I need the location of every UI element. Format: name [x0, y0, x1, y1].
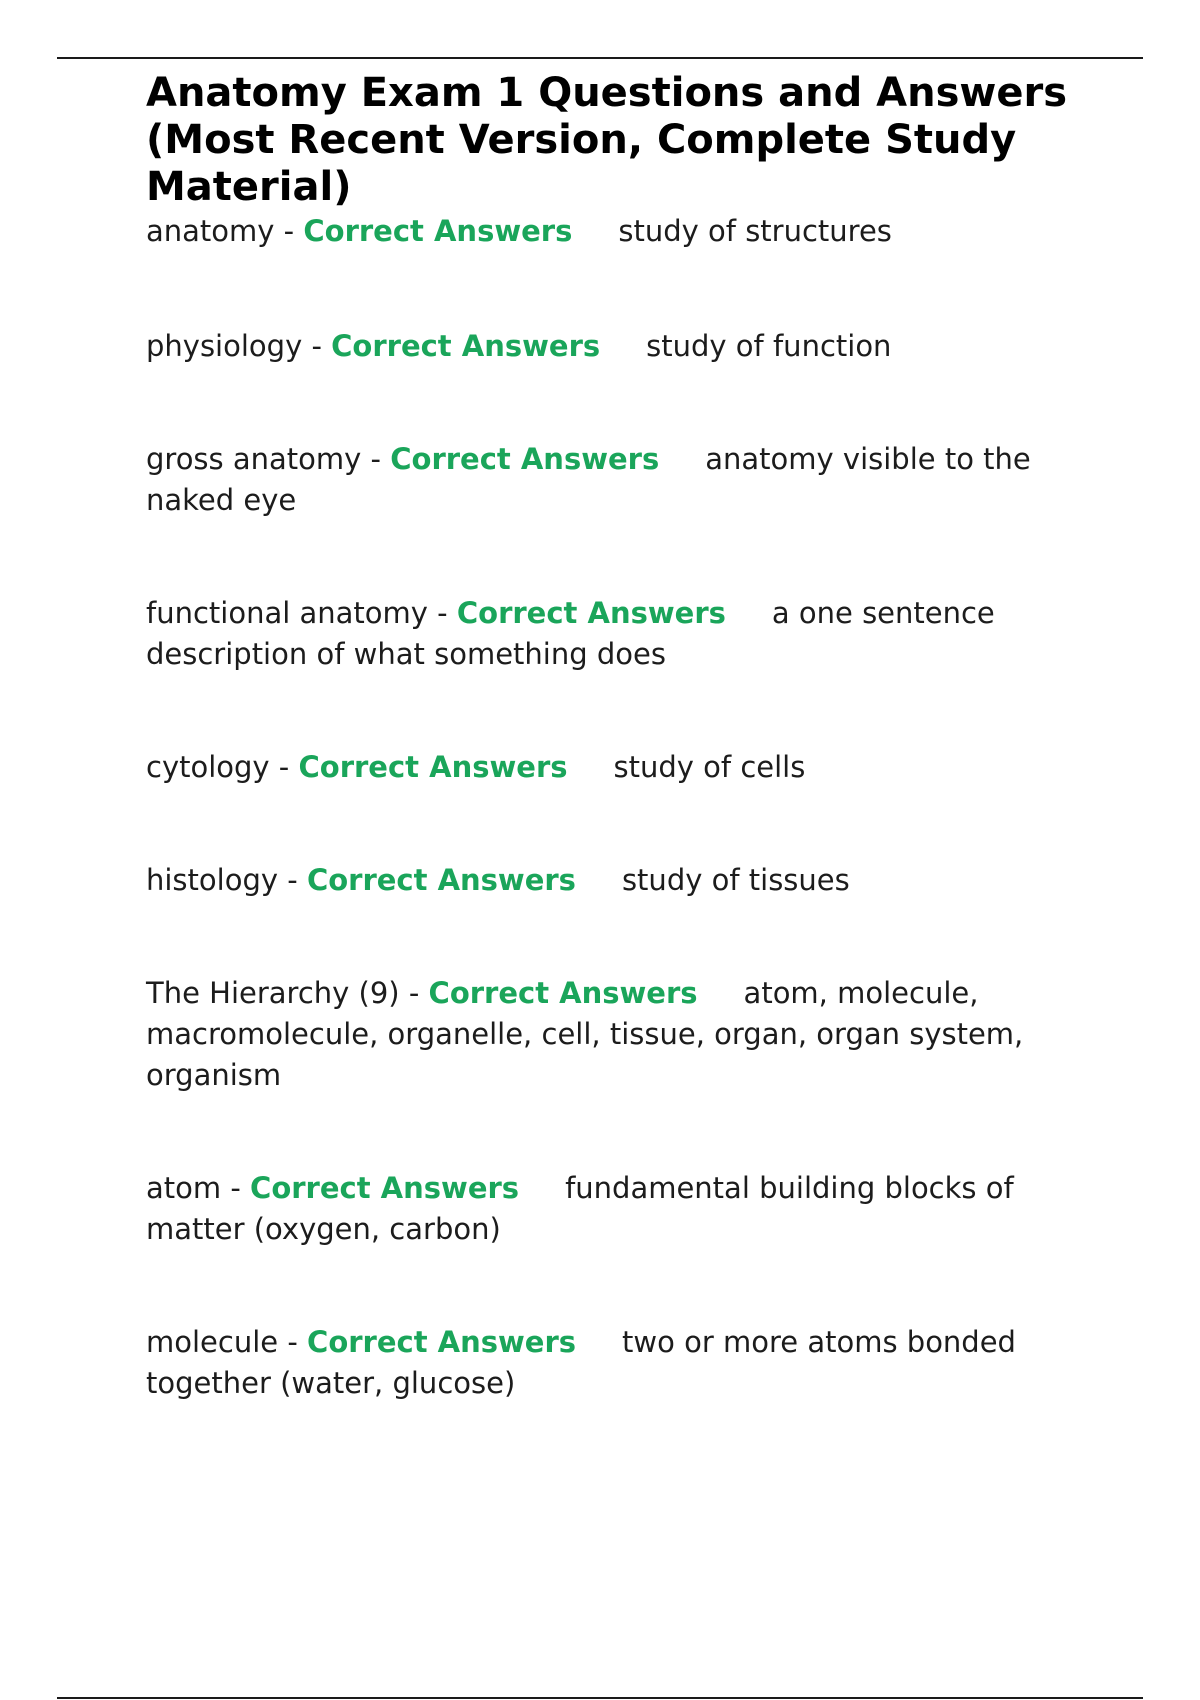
term: anatomy	[146, 214, 275, 248]
top-divider	[57, 57, 1143, 59]
correct-answers-label: Correct Answers	[456, 596, 726, 630]
separator: -	[278, 863, 307, 897]
separator: -	[302, 329, 332, 363]
bottom-divider	[57, 1697, 1143, 1699]
qa-item	[146, 439, 1106, 521]
separator: -	[274, 214, 304, 248]
term: atom	[146, 1171, 222, 1205]
correct-answers-label: Correct Answers	[307, 1325, 577, 1359]
separator: -	[399, 976, 429, 1010]
term: physiology	[146, 329, 303, 363]
separator: -	[361, 442, 391, 476]
qa-item	[146, 593, 1106, 675]
term: histology	[146, 863, 279, 897]
qa-item	[146, 326, 1106, 367]
definition: anatomy visible to the naked eye	[146, 442, 1031, 517]
definition: study of tissues	[621, 863, 850, 897]
definition: atom, molecule, macromolecule, organelle, cell, tissue, organ, organ system, organism	[146, 976, 1024, 1092]
correct-answers-label: Correct Answers	[303, 214, 573, 248]
definition: two or more atoms bonded together (water, glucose)	[146, 1325, 1016, 1400]
term: molecule	[146, 1325, 279, 1359]
term: functional anatomy	[146, 596, 428, 630]
correct-answers-label: Correct Answers	[428, 976, 698, 1010]
qa-item	[146, 1322, 1106, 1404]
definition: fundamental building blocks of matter (oxygen, carbon)	[146, 1171, 1014, 1246]
term: The Hierarchy (9)	[146, 976, 400, 1010]
qa-item	[146, 747, 1106, 788]
correct-answers-label: Correct Answers	[250, 1171, 520, 1205]
qa-list	[146, 211, 1106, 1404]
definition: study of function	[646, 329, 892, 363]
separator: -	[269, 750, 299, 784]
document-body	[146, 70, 1106, 1404]
correct-answers-label: Correct Answers	[390, 442, 660, 476]
qa-item	[146, 973, 1106, 1096]
separator: -	[427, 596, 457, 630]
correct-answers-label: Correct Answers	[306, 863, 576, 897]
qa-item	[146, 1168, 1106, 1250]
qa-item	[146, 860, 1106, 901]
term: cytology	[146, 750, 270, 784]
definition: study of cells	[613, 750, 806, 784]
correct-answers-label: Correct Answers	[298, 750, 568, 784]
document-title: Anatomy Exam 1 Questions and Answers (Most Recent Version, Complete Study Material)	[146, 70, 1068, 210]
separator: -	[278, 1325, 308, 1359]
correct-answers-label: Correct Answers	[331, 329, 601, 363]
term: gross anatomy	[146, 442, 362, 476]
definition: a one sentence description of what something does	[146, 596, 995, 671]
separator: -	[221, 1171, 251, 1205]
definition: study of structures	[618, 214, 892, 248]
qa-item	[146, 211, 1106, 252]
